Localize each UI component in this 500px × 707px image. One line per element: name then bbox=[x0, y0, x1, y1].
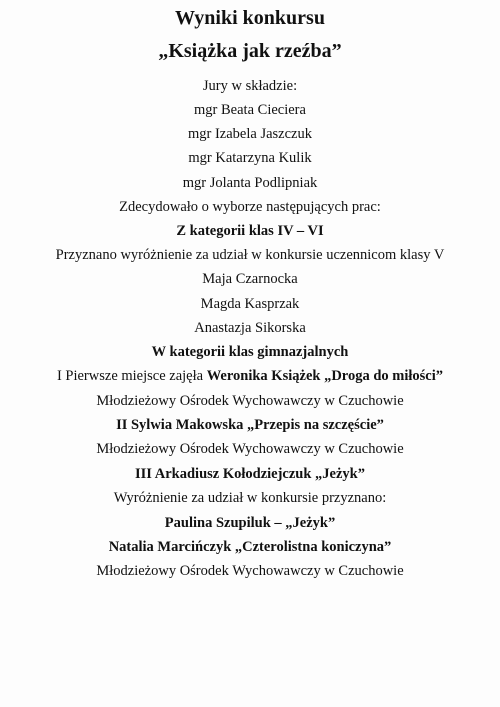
student-name: Magda Kasprzak bbox=[200, 296, 300, 312]
document-title: Wyniki konkursu bbox=[175, 7, 325, 29]
distinction-text: Wyróżnienie za udział w konkursie przyznano: bbox=[113, 490, 387, 506]
distinction-winner: Natalia Marcińczyk „Czterolistna koniczyna” bbox=[108, 539, 392, 555]
student-name: Anastazja Sikorska bbox=[194, 320, 306, 336]
jury-member: mgr Izabela Jaszczuk bbox=[188, 126, 312, 142]
decision-text: Zdecydowało o wyborze następujących prac: bbox=[119, 199, 381, 215]
student-name: Maja Czarnocka bbox=[202, 271, 298, 287]
first-place-line bbox=[0, 367, 500, 385]
category-heading: W kategorii klas gimnazjalnych bbox=[151, 344, 349, 360]
jury-member: mgr Beata Cieciera bbox=[194, 102, 306, 118]
jury-member: mgr Jolanta Podlipniak bbox=[182, 175, 318, 191]
award-text: Przyznano wyróżnienie za udział w konkursie uczennicom klasy V bbox=[55, 247, 445, 263]
institution-name: Młodzieżowy Ośrodek Wychowawczy w Czuchowie bbox=[96, 563, 404, 579]
institution-name: Młodzieżowy Ośrodek Wychowawczy w Czuchowie bbox=[96, 393, 404, 409]
category-heading: Z kategorii klas IV – VI bbox=[176, 223, 324, 239]
distinction-winner: Paulina Szupiluk – „Jeżyk” bbox=[164, 515, 336, 531]
contest-name: „Książka jak rzeźba” bbox=[158, 40, 342, 62]
institution-name: Młodzieżowy Ośrodek Wychowawczy w Czuchowie bbox=[96, 441, 404, 457]
jury-heading: Jury w składzie: bbox=[202, 78, 298, 94]
first-place-winner: Weronika Książek „Droga do miłości” bbox=[206, 368, 444, 384]
third-place-winner: III Arkadiusz Kołodziejczuk „Jeżyk” bbox=[135, 466, 365, 482]
first-place-prefix: I Pierwsze miejsce zajęła bbox=[56, 368, 207, 384]
second-place-winner: II Sylwia Makowska „Przepis na szczęście” bbox=[116, 417, 384, 433]
jury-member: mgr Katarzyna Kulik bbox=[188, 150, 312, 166]
